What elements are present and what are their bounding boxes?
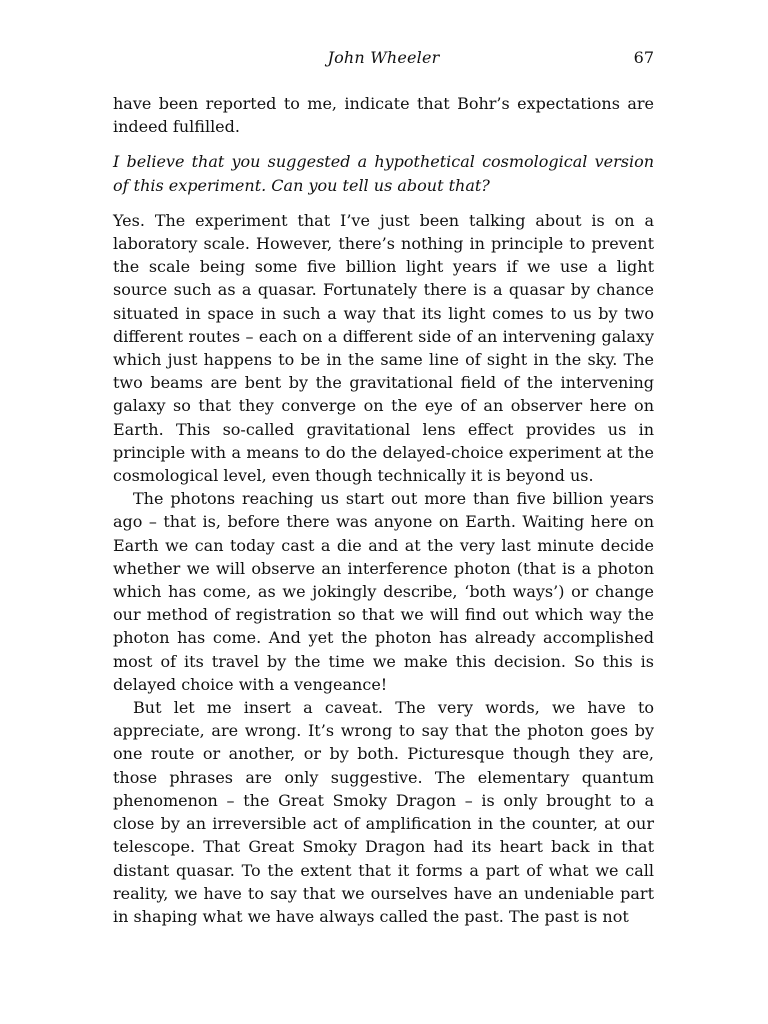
body-text bbox=[113, 92, 654, 928]
answer-paragraph-3: But let me insert a caveat. The very words, we have to appreciate, are wrong. It’s wrong to say that the photon goes by one route or another, or by both. Picturesque though they are, those phrases are only suggestive. The elementary quantum phenomenon – the Great Smoky Dragon – is only brought to a close by an irreversible act of amplification in the counter, at our telescope. That Great Smoky Dragon had its heart back in that distant quasar. To the extent that it forms a part of what we call reality, we have to say that we ourselves have an undeniable part in shaping what we have always called the past. The past is not bbox=[113, 698, 654, 926]
interview-question: I believe that you suggested a hypothetical cosmological version of this experiment. Can you tell us about that? bbox=[113, 152, 654, 195]
running-head bbox=[113, 48, 654, 72]
continued-paragraph: have been reported to me, indicate that Bohr’s expectations are indeed fulfilled. bbox=[113, 94, 654, 137]
answer-paragraph-1: Yes. The experiment that I’ve just been talking about is on a laboratory scale. However, there’s nothing in principle to prevent the scale being some five billion light years if we use a light source such as a quasar. Fortunately there is a quasar by chance situated in space in such a way that its light comes to us by two different routes – each on a different side of an intervening galaxy which just happens to be in the same line of sight in the sky. The two beams are bent by the gravitational field of the intervening galaxy so that they converge on the eye of an observer here on Earth. This so-called gravitational lens effect provides us in principle with a means to do the delayed-choice experiment at the cosmological level, even though technically it is beyond us. bbox=[113, 210, 654, 486]
page-number: 67 bbox=[633, 48, 654, 67]
running-title: John Wheeler bbox=[327, 48, 440, 67]
answer-paragraph-2: The photons reaching us start out more than five billion years ago – that is, before there was anyone on Earth. Waiting here on Earth we can today cast a die and at the very last minute decide whether we will observe an interference photon (that is a photon which has come, as we jokingly describe, ‘both ways’) or change our method of registration so that we will find out which way the photon has come. And yet the photon has already accomplished most of its travel by the time we make this decision. So this is delayed choice with a vengeance! bbox=[113, 489, 654, 694]
